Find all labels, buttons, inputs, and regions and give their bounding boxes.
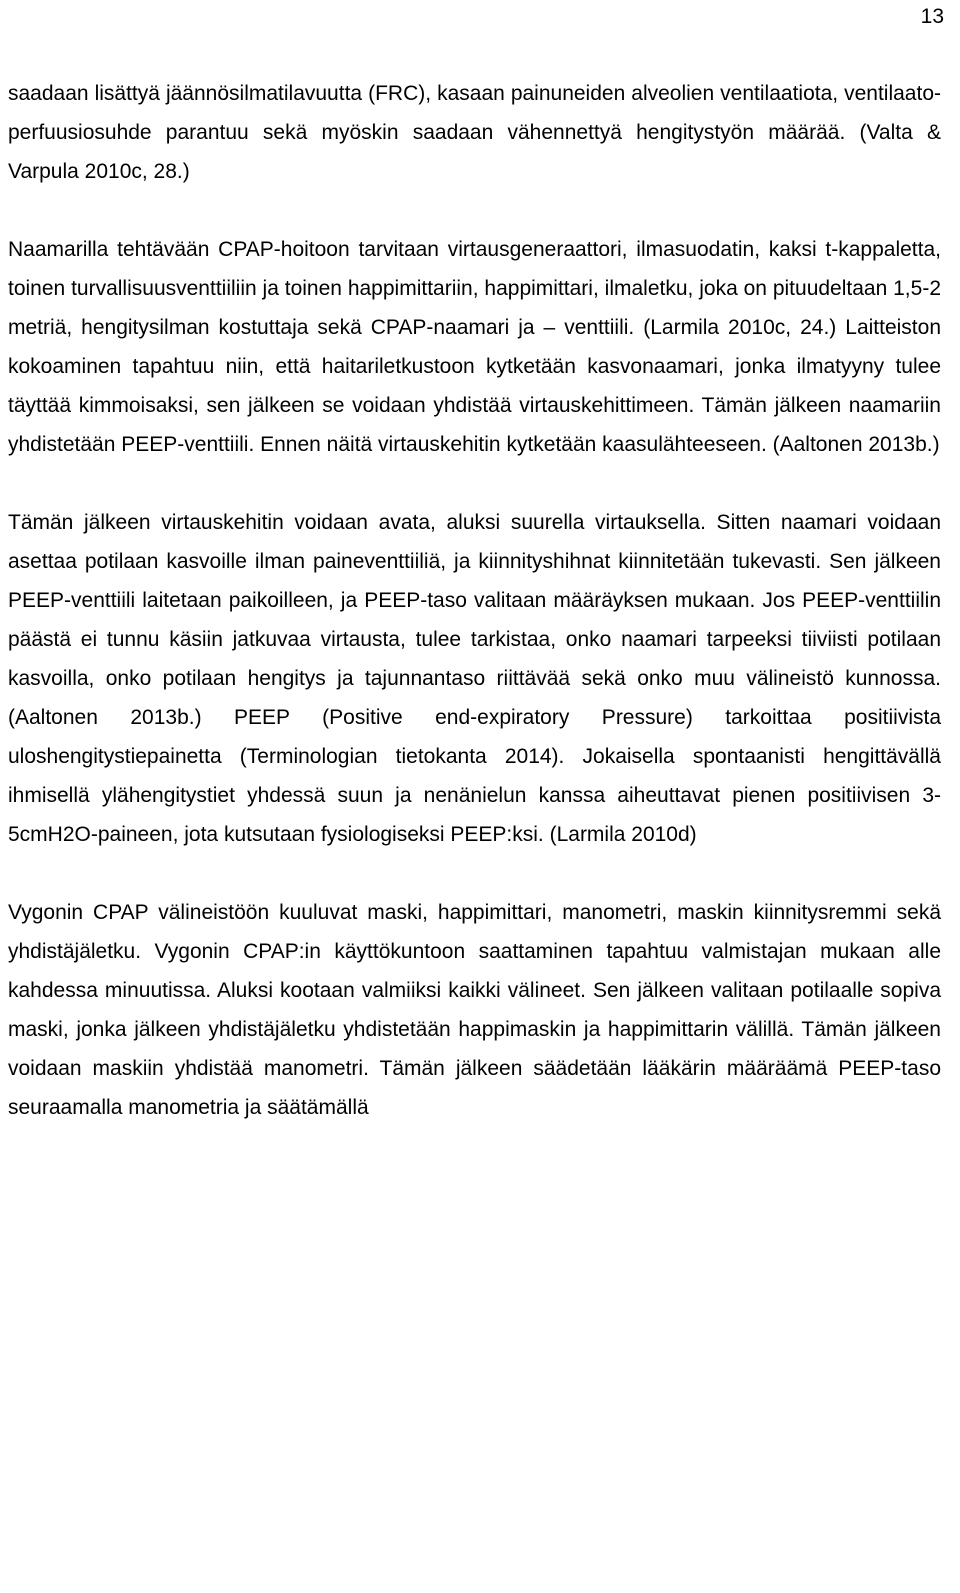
page-number: 13 (920, 5, 944, 28)
document-body (8, 74, 941, 1166)
paragraph-frc: saadaan lisättyä jäännösilmatilavuutta (FRC), kasaan painuneiden alveolien ventilaatiota, ventilaato-perfuusiosuhde parantuu sekä myöskin saadaan vähennettyä hengitystyön määrää. (Valta & Varpula 2010c, 28.) (8, 82, 941, 183)
paragraph-cpap-equipment: Naamarilla tehtävään CPAP-hoitoon tarvitaan virtausgeneraattori, ilmasuodatin, kaksi t-kappaletta, toinen turvallisuusventtiiliin ja toinen happimittariin, happimittari, ilmaletku, joka on pituudeltaan 1,5-2 metriä, hengitysilman kostuttaja sekä CPAP-naamari ja – venttiili. (Larmila 2010c, 24.) Laitteiston kokoaminen tapahtuu niin, että haitariletkustoon kytketään kasvonaamari, jonka ilmatyyny tulee täyttää kimmoisaksi, sen jälkeen se voidaan yhdistää virtauskehittimeen. Tämän jälkeen naamariin yhdistetään PEEP-venttiili. Ennen näitä virtauskehitin kytketään kaasulähteeseen. (Aaltonen 2013b.) (8, 238, 941, 456)
paragraph-peep: Tämän jälkeen virtauskehitin voidaan avata, aluksi suurella virtauksella. Sitten naamari voidaan asettaa potilaan kasvoille ilman paineventtiiliä, ja kiinnityshihnat kiinnitetään tukevasti. Sen jälkeen PEEP-venttiili laitetaan paikoilleen, ja PEEP-taso valitaan määräyksen mukaan. Jos PEEP-venttiilin päästä ei tunnu käsiin jatkuvaa virtausta, tulee tarkistaa, onko naamari tarpeeksi tiiviisti potilaan kasvoilla, onko potilaan hengitys ja tajunnantaso riittävää sekä onko muu välineistö kunnossa. (Aaltonen 2013b.) PEEP (Positive end-expiratory Pressure) tarkoittaa positiivista uloshengitystiepainetta (Terminologian tietokanta 2014). Jokaisella spontaanisti hengittävällä ihmisellä ylähengitystiet yhdessä suun ja nenänielun kanssa aiheuttavat pienen positiivisen 3-5cmH2O-paineen, jota kutsutaan fysiologiseksi PEEP:ksi. (Larmila 2010d) (8, 511, 941, 846)
paragraph-vygon-cpap: Vygonin CPAP välineistöön kuuluvat maski, happimittari, manometri, maskin kiinnitysremmi sekä yhdistäjäletku. Vygonin CPAP:in käyttökuntoon saattaminen tapahtuu valmistajan mukaan alle kahdessa minuutissa. Aluksi kootaan valmiiksi kaikki välineet. Sen jälkeen valitaan potilaalle sopiva maski, jonka jälkeen yhdistäjäletku yhdistetään happimaskin ja happimittarin välillä. Tämän jälkeen voidaan maskiin yhdistää manometri. Tämän jälkeen säädetään lääkärin määräämä PEEP-taso seuraamalla manometria ja säätämällä (8, 901, 941, 1119)
